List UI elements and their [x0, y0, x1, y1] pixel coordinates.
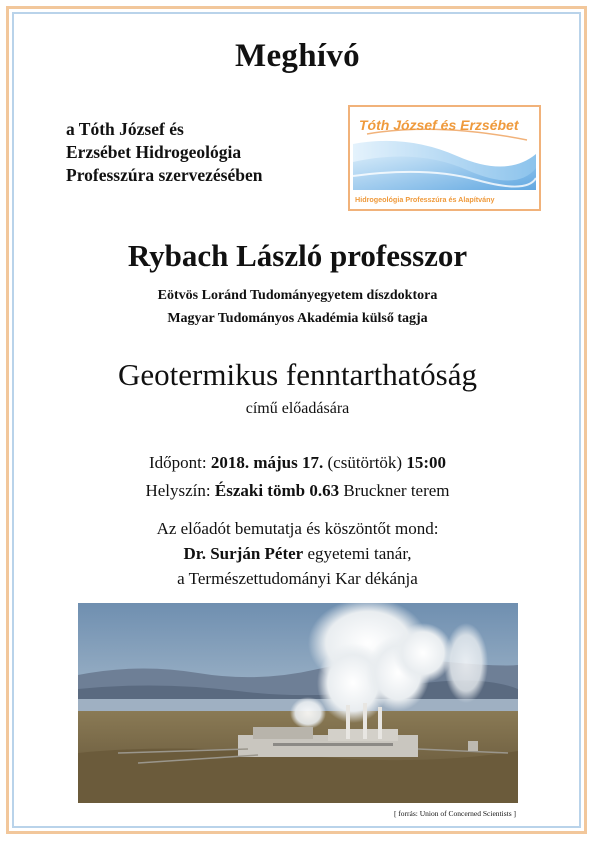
speaker-affiliation-1: Eötvös Loránd Tudományegyetem díszdoktora	[157, 288, 438, 303]
talk-subtitle: című előadására	[245, 400, 350, 417]
organizer-line-1: a Tóth József és	[66, 119, 184, 139]
event-time: 15:00	[406, 453, 447, 472]
event-place: Északi tömb 0.63	[214, 481, 340, 500]
geothermal-plant-photo	[78, 603, 518, 803]
event-day: (csütörtök)	[327, 453, 403, 472]
time-label: Időpont:	[148, 453, 207, 472]
organizer-block	[66, 118, 346, 187]
logo-title: Tóth József és Erzsébet	[359, 117, 519, 133]
schedule-time	[0, 453, 595, 473]
organizer-line-2: Erzsébet Hidrogeológia	[66, 142, 242, 162]
invitation-title: Meghívó	[235, 38, 360, 74]
logo-subtitle: Hidrogeológia Professzúra és Alapítvány	[355, 195, 495, 204]
presenter-title: egyetemi tanár,	[307, 544, 412, 563]
intro-line-1: Az előadót bemutatja és köszöntőt mond:	[156, 519, 439, 538]
speaker-name: Rybach László professzor	[127, 238, 468, 273]
intro-line-2	[0, 544, 595, 564]
place-label: Helyszín:	[145, 481, 211, 500]
intro-line-3: a Természettudományi Kar dékánja	[177, 569, 418, 588]
presenter-name: Dr. Surján Péter	[183, 544, 304, 563]
talk-title: Geotermikus fenntarthatóság	[118, 357, 477, 392]
event-date: 2018. május 17.	[210, 453, 324, 472]
foundation-logo	[347, 104, 542, 212]
event-room: Bruckner terem	[343, 481, 450, 500]
organizer-line-3: Professzúra szervezésében	[66, 165, 263, 185]
schedule-place	[0, 481, 595, 501]
photo-credit: [ forrás: Union of Concerned Scientists ]	[393, 809, 516, 818]
speaker-affiliation-2: Magyar Tudományos Akadémia külső tagja	[167, 311, 428, 326]
